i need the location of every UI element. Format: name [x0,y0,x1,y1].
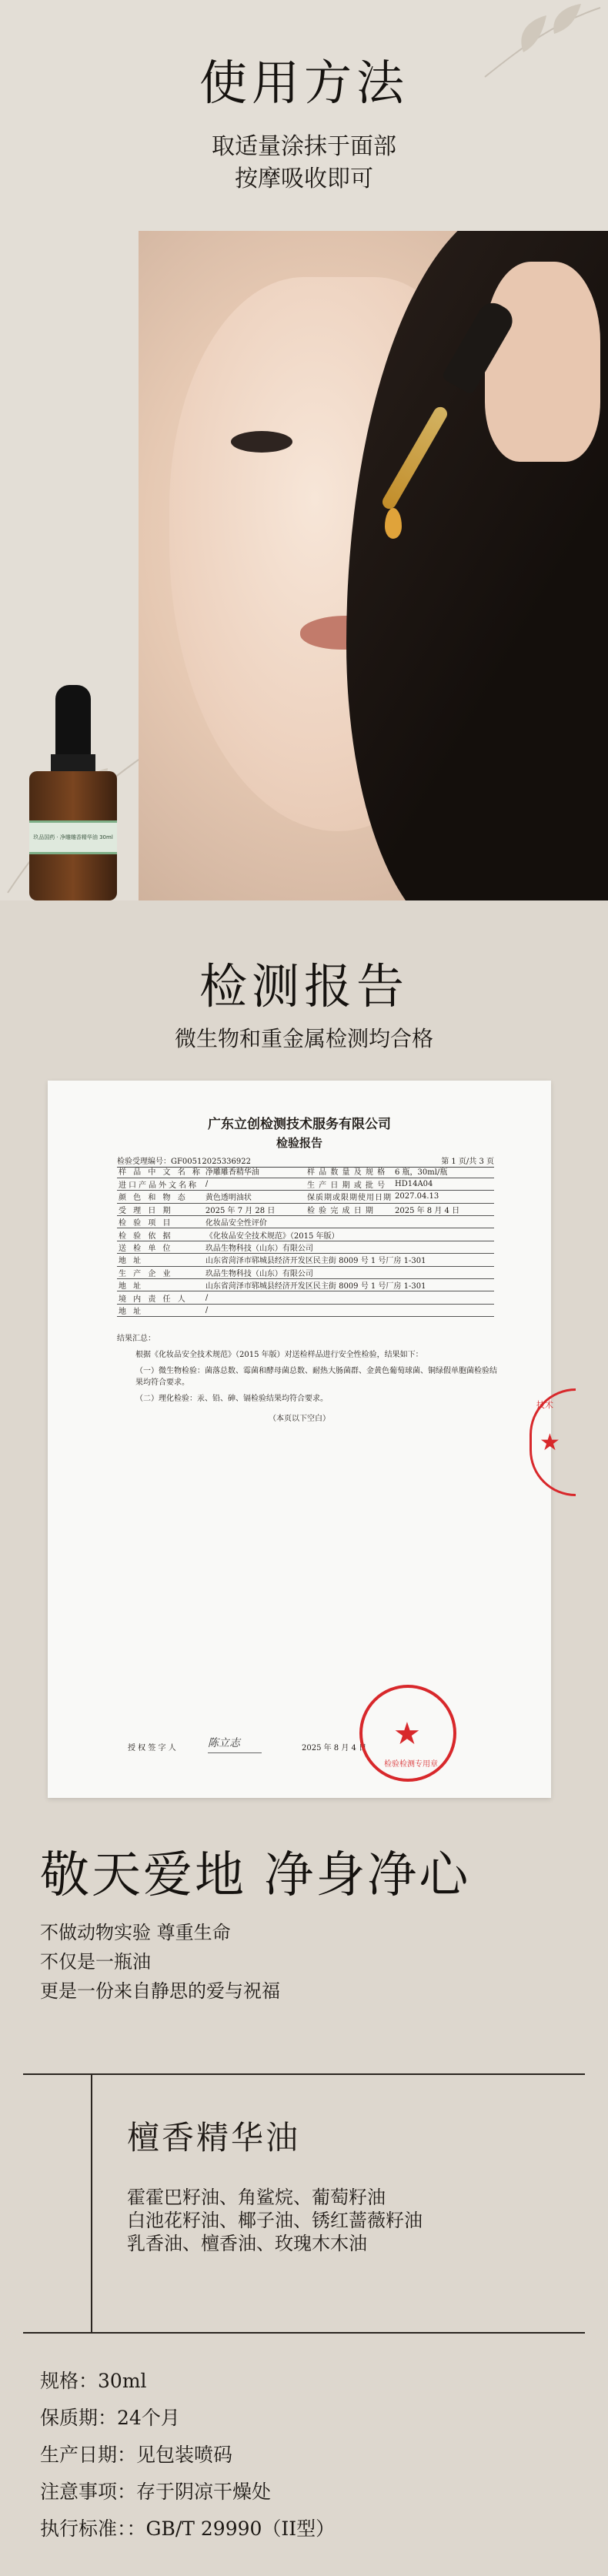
spec-row [40,2437,335,2474]
model-hand [485,262,600,462]
usage-title: 使用方法 [199,55,409,111]
summary-item: （二）理化检验：汞、铅、砷、镉检验结果均符合要求。 [135,1395,328,1403]
usage-description [0,131,608,195]
report-field-value: 2027.04.13 [393,1191,494,1203]
report-field-label: 检 验 依 据 [117,1228,204,1241]
product-name: 檀香精华油 [127,2119,301,2157]
spec-label: 执行标准： [40,2518,127,2540]
report-field-label: 保质期或限期使用日期 [306,1191,393,1203]
side-seal-stamp [529,1388,576,1496]
summary-intro: 根据《化妆品安全技术规范》（2015 年版）对送检样品进行安全性检验，结果如下： [135,1351,423,1359]
report-field-label: 颜 色 和 物 态 [117,1191,204,1203]
report-field-label: 地 址 [117,1279,204,1291]
report-company: 广东立创检测技术服务有限公司 [208,1117,391,1132]
spec-value: 见包装喷码 [136,2444,233,2466]
spec-row [40,2363,335,2400]
report-field-label: 受 理 日 期 [117,1203,204,1215]
seal-text: 检验检测专用章 [384,1760,438,1769]
signature: 陈立志 [208,1735,262,1753]
report-field-value: 《化妆品安全技术规范》（2015 年版） [204,1228,494,1241]
spec-label: 生产日期： [40,2444,137,2466]
spec-value: 24个月 [117,2407,180,2429]
report-field-value: 2025 年 8 月 4 日 [393,1203,494,1215]
report-number: 检验受理编号：GF00512025336922 [117,1158,251,1166]
ingredient-line: 乳香油、檀香油、玫瑰木木油 [127,2233,367,2254]
report-table-row [117,1266,494,1278]
motto-line: 更是一份来自静思的爱与祝福 [40,1980,280,2002]
report-field-label: 送 检 单 位 [117,1241,204,1253]
report-field-label: 境 内 责 任 人 [117,1291,204,1304]
spec-label: 规格： [40,2370,99,2392]
product-specs [40,2363,335,2548]
bottle-cap [55,685,91,759]
star-icon: ★ [540,1429,560,1456]
report-field-value: / [204,1304,494,1316]
spec-row [40,2511,335,2548]
report-field-label: 生 产 日 期 或 批 号 [306,1178,393,1190]
ingredient-line: 白池花籽油、椰子油、锈红蔷薇籽油 [127,2210,423,2231]
motto-line: 不做动物实验 尊重生命 [40,1922,231,1943]
report-table-row [117,1216,494,1228]
report-table-row [117,1178,494,1190]
report-field-label: 样 品 数 量 及 规 格 [306,1165,393,1178]
brand-motto: 敬天爱地 净身净心 [40,1847,471,1904]
report-field-value: HD14A04 [393,1178,494,1190]
report-page: 第 1 页/共 3 页 [441,1158,494,1166]
summary-item: （一）微生物检验：菌落总数、霉菌和酵母菌总数、耐热大肠菌群、金黄色葡萄球菌、铜绿假单胞菌检验结果均符合要求。 [135,1367,497,1387]
report-subtitle: 微生物和重金属检测均合格 [174,1026,433,1051]
report-field-value: 2025 年 7 月 28 日 [204,1203,306,1215]
official-seal-stamp [359,1685,456,1782]
model-eye [231,431,292,453]
report-field-value: 6 瓶，30ml/瓶 [393,1165,494,1178]
bottle-label [29,820,117,854]
report-table-row [117,1291,494,1304]
report-table-row [117,1304,494,1316]
spec-row [40,2474,335,2511]
divider [91,2073,92,2334]
report-field-value: 黄色透明油状 [204,1191,306,1203]
usage-line: 取适量涂抹于面部 [212,133,396,160]
report-end-note: （本页以下空白） [269,1415,330,1423]
signer-label: 授 权 签 字 人 [128,1744,176,1752]
report-field-label: 地 址 [117,1254,204,1266]
usage-line: 按摩吸收即可 [235,165,373,192]
report-table-row [117,1165,494,1178]
summary-label: 结果汇总： [117,1335,155,1343]
report-summary [117,1333,502,1409]
model-photo [139,231,608,900]
product-bottle [29,685,117,900]
spec-row [40,2400,335,2437]
report-field-label: 检 验 完 成 日 期 [306,1203,393,1215]
report-field-value: 山东省菏泽市郓城县经济开发区民主街 8009 号 1 号厂房 1-301 [204,1254,494,1266]
report-field-value: 玖品生物科技（山东）有限公司 [204,1241,494,1253]
spec-label: 保质期： [40,2407,118,2429]
report-table-row [117,1241,494,1253]
report-field-label: 样 品 中 文 名 称 [117,1165,204,1178]
report-table-row [117,1228,494,1241]
report-title: 检测报告 [199,958,409,1014]
report-table-row [117,1254,494,1266]
report-field-value: 玖品生物科技（山东）有限公司 [204,1266,494,1278]
report-table-row [117,1191,494,1203]
motto-line: 不仅是一瓶油 [40,1951,151,1973]
report-table [117,1165,494,1317]
bottle-label-text: 玖品国药 · 净雕雕香精华油 30ml [33,834,113,840]
report-field-value: / [204,1291,494,1304]
report-heading: 检验报告 [276,1136,322,1150]
ingredient-list [127,2186,423,2255]
ingredient-line: 霍霍巴籽油、角鲨烷、葡萄籽油 [127,2187,386,2208]
test-report-document [48,1081,560,1798]
spec-label: 注意事项： [40,2481,137,2503]
report-field-value: / [204,1178,306,1190]
side-seal-text: 技术 [536,1400,553,1410]
report-field-label: 进口产品外文名称 [117,1178,204,1190]
divider [23,2332,585,2334]
report-field-label: 生 产 企 业 [117,1266,204,1278]
bottle-neck [51,754,95,773]
spec-value: 存于阴凉干燥处 [136,2481,272,2503]
report-table-row [117,1203,494,1215]
oil-drop [385,508,402,539]
report-field-value: 净雕雕香精华油 [204,1165,306,1178]
motto-lines [40,1918,280,2006]
divider [23,2073,585,2075]
spec-value: ：GB/T 29990（II型） [126,2518,336,2540]
report-field-value: 山东省菏泽市郓城县经济开发区民主街 8009 号 1 号厂房 1-301 [204,1279,494,1291]
report-field-label: 检 验 项 目 [117,1216,204,1228]
report-date: 2025 年 8 月 4 日 [302,1744,367,1752]
usage-section [0,0,608,900]
star-icon: ★ [393,1716,421,1752]
report-table-row [117,1279,494,1291]
report-field-label: 地 址 [117,1304,204,1316]
report-field-value: 化妆品安全性评价 [204,1216,494,1228]
spec-value: 30ml [98,2370,147,2392]
